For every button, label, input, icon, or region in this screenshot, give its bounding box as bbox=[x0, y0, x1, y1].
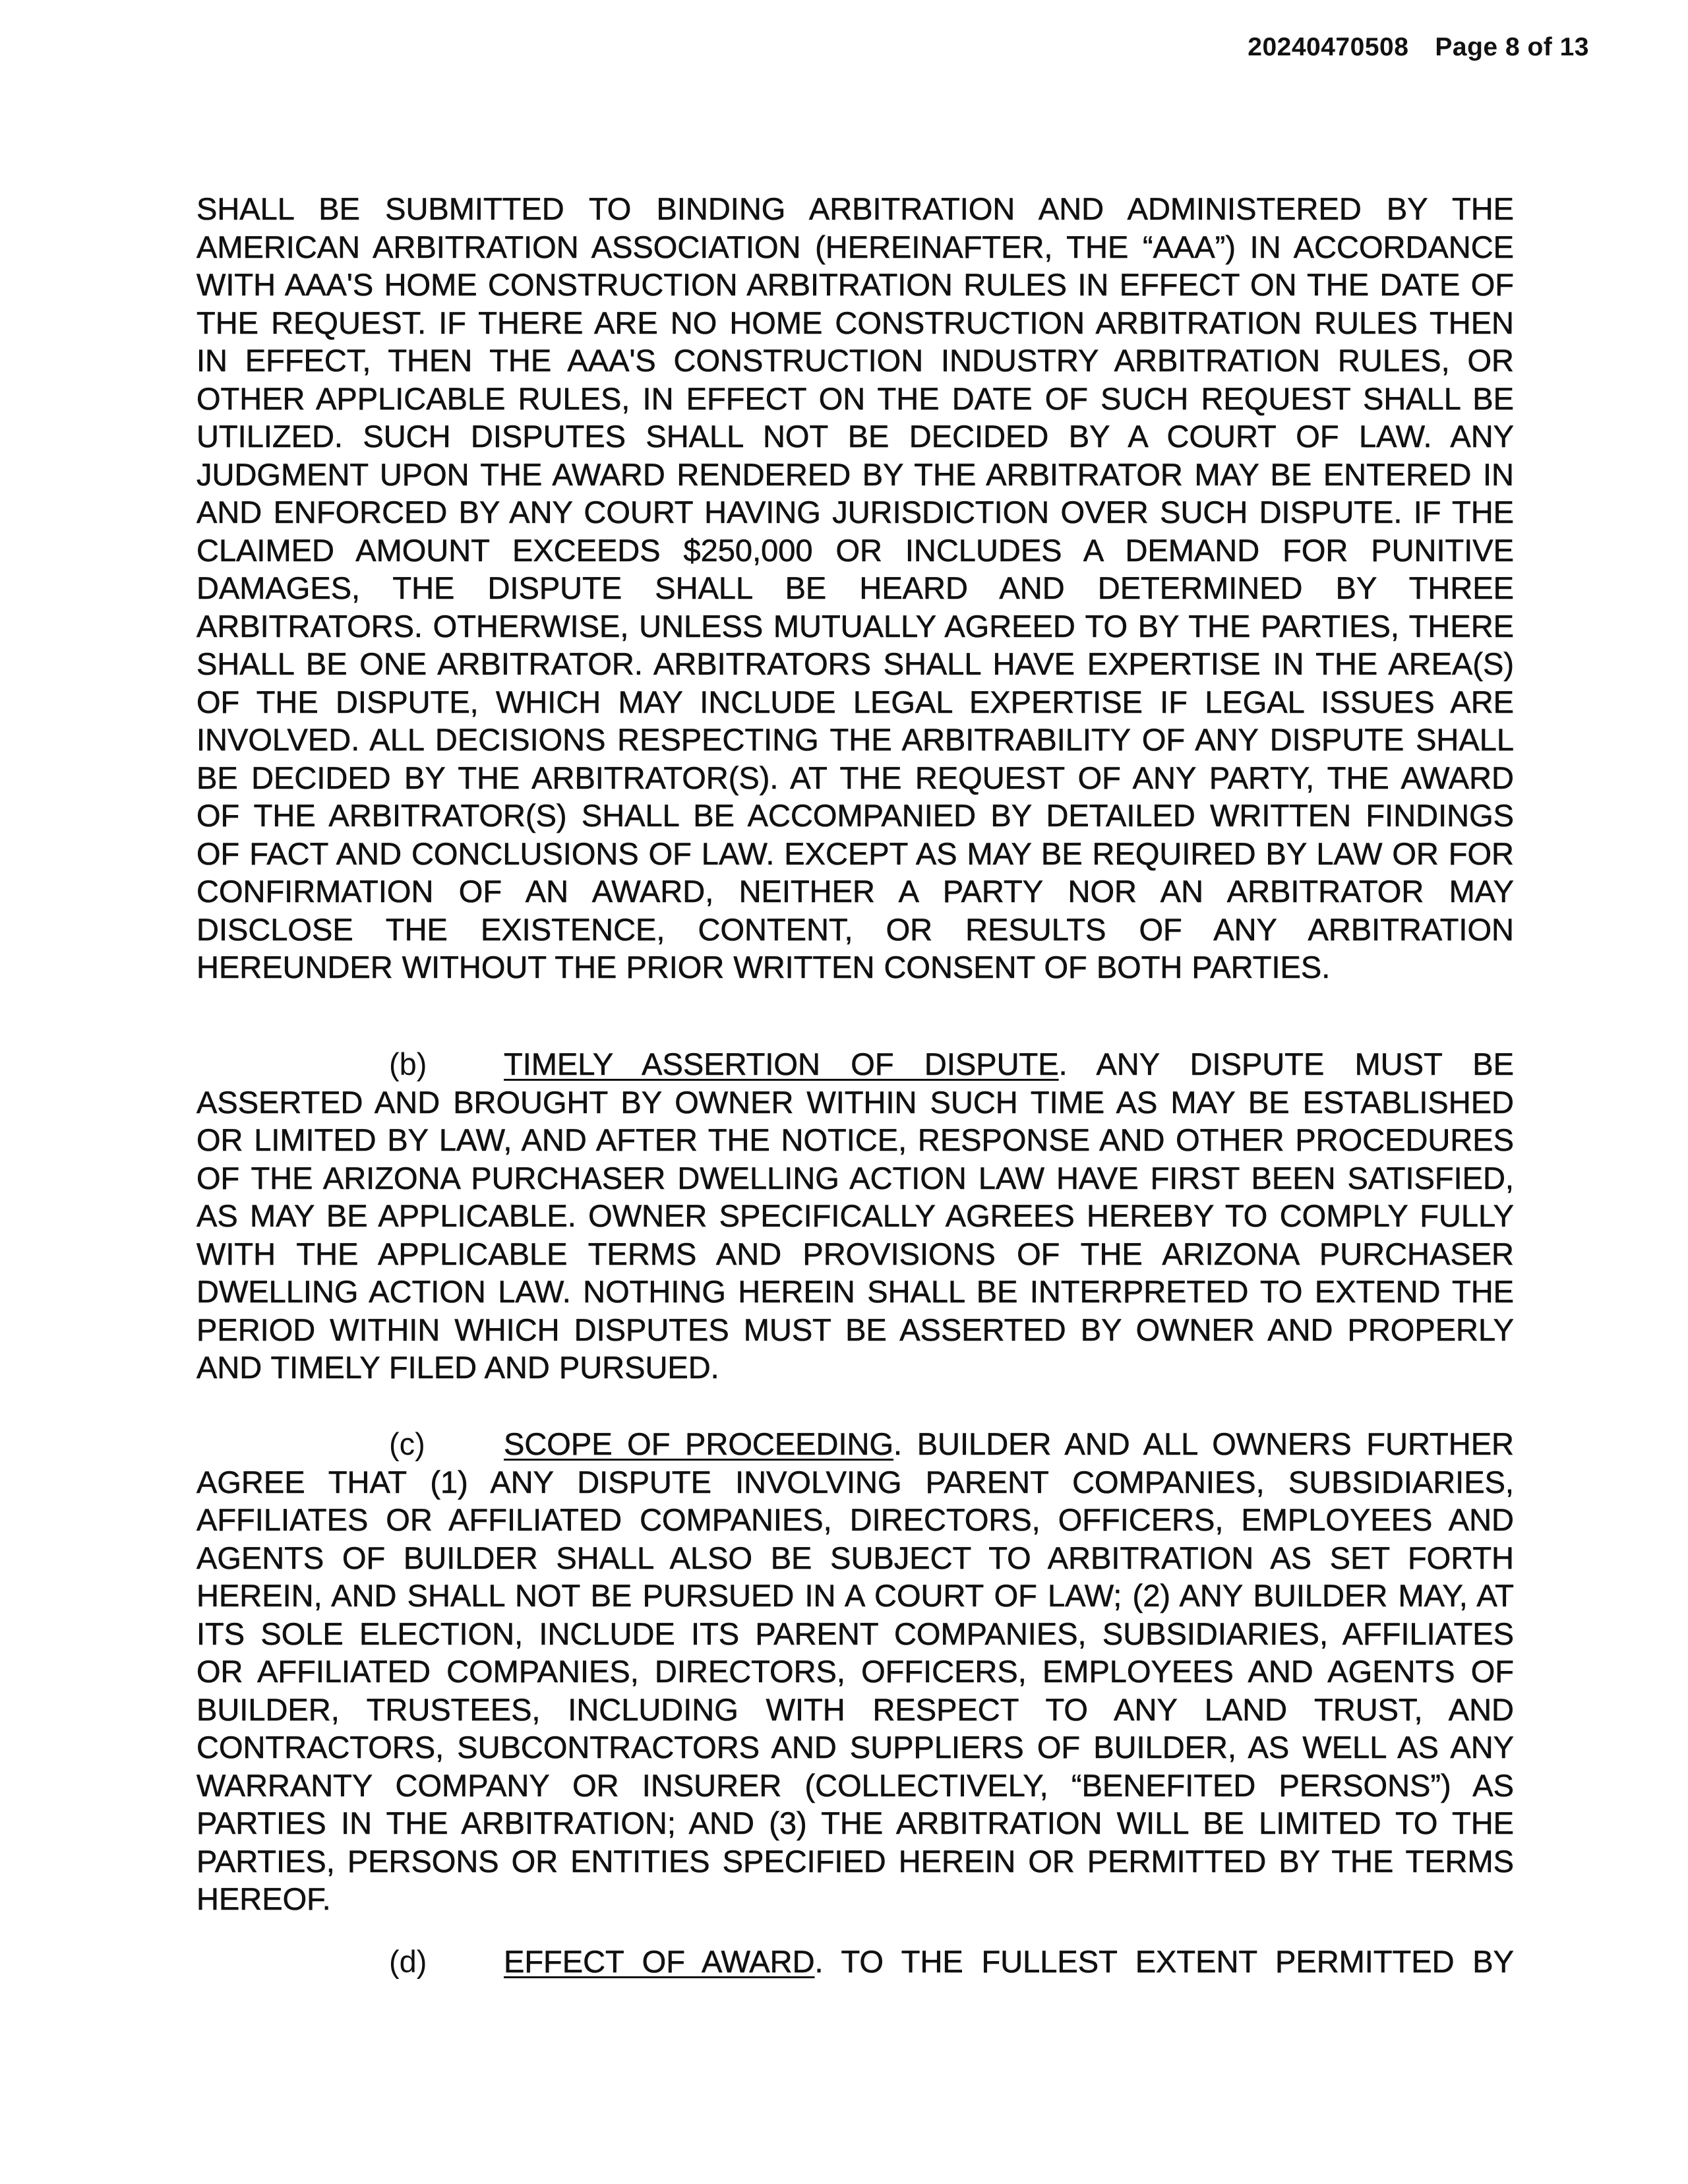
subsection-label: (c) bbox=[389, 1426, 425, 1461]
paragraph-b-timely-assertion bbox=[196, 1045, 1514, 1387]
subsection-heading: TIMELY ASSERTION OF DISPUTE bbox=[504, 1046, 1059, 1081]
paragraph-d-effect-of-award bbox=[196, 1943, 1514, 1981]
paragraph-text: . BUILDER AND ALL OWNERS FURTHER AGREE THAT (1) ANY DISPUTE INVOLVING PARENT COMPANIES, SUBSIDIARIES, AFFILIATES OR AFFILIATED COMPANIES, DIRECTORS, OFFICERS, EMPLOYEES AND AGENTS OF BUILDER SHALL ALSO BE SUBJECT TO ARBITRATION AS SET FORTH HEREIN, AND SHALL NOT BE PURSUED IN A COURT OF LAW; (2) ANY BUILDER MAY, AT ITS SOLE ELECTION, INCLUDE ITS PARENT COMPANIES, SUBSIDIARIES, AFFILIATES OR AFFILIATED COMPANIES, DIRECTORS, OFFICERS, EMPLOYEES AND AGENTS OF BUILDER, TRUSTEES, INCLUDING WITH RESPECT TO ANY LAND TRUST, AND CONTRACTORS, SUBCONTRACTORS AND SUPPLIERS OF BUILDER, AS WELL AS ANY WARRANTY COMPANY OR INSURER (COLLECTIVELY, “BENEFITED PERSONS”) AS PARTIES IN THE ARBITRATION; AND (3) THE ARBITRATION WILL BE LIMITED TO THE PARTIES, PERSONS OR ENTITIES SPECIFIED HEREIN OR PERMITTED BY THE TERMS HEREOF. bbox=[196, 1426, 1514, 1916]
paragraph-arbitration-continued bbox=[196, 190, 1514, 986]
paragraph-text: . TO THE FULLEST EXTENT PERMITTED BY bbox=[814, 1944, 1514, 1979]
paragraph-text: . ANY DISPUTE MUST BE ASSERTED AND BROUGHT BY OWNER WITHIN SUCH TIME AS MAY BE ESTABLISHED OR LIMITED BY LAW, AND AFTER THE NOTICE, RESPONSE AND OTHER PROCEDURES OF THE ARIZONA PURCHASER DWELLING ACTION LAW HAVE FIRST BEEN SATISFIED, AS MAY BE APPLICABLE. OWNER SPECIFICALLY AGREES HEREBY TO COMPLY FULLY WITH THE APPLICABLE TERMS AND PROVISIONS OF THE ARIZONA PURCHASER DWELLING ACTION LAW. NOTHING HEREIN SHALL BE INTERPRETED TO EXTEND THE PERIOD WITHIN WHICH DISPUTES MUST BE ASSERTED BY OWNER AND PROPERLY AND TIMELY FILED AND PURSUED. bbox=[196, 1046, 1515, 1385]
subsection-label: (d) bbox=[389, 1944, 427, 1979]
page-number: Page 8 of 13 bbox=[1435, 33, 1589, 61]
subsection-heading: SCOPE OF PROCEEDING bbox=[504, 1426, 894, 1461]
subsection-heading: EFFECT OF AWARD bbox=[504, 1944, 815, 1979]
page-header bbox=[1248, 33, 1589, 62]
paragraph-text: SHALL BE SUBMITTED TO BINDING ARBITRATION AND ADMINISTERED BY THE AMERICAN ARBITRATION ASSOCIATION (HEREINAFTER, THE “AAA”) IN ACCORDANCE WITH AAA'S HOME CONSTRUCTION ARBITRATION RULES IN EFFECT ON THE DATE OF THE REQUEST. IF THERE ARE NO HOME CONSTRUCTION ARBITRATION RULES THEN IN EFFECT, THEN THE AAA'S CONSTRUCTION INDUSTRY ARBITRATION RULES, OR OTHER APPLICABLE RULES, IN EFFECT ON THE DATE OF SUCH REQUEST SHALL BE UTILIZED. SUCH DISPUTES SHALL NOT BE DECIDED BY A COURT OF LAW. ANY JUDGMENT UPON THE AWARD RENDERED BY THE ARBITRATOR MAY BE ENTERED IN AND ENFORCED BY ANY COURT HAVING JURISDICTION OVER SUCH DISPUTE. IF THE CLAIMED AMOUNT EXCEEDS $250,000 OR INCLUDES A DEMAND FOR PUNITIVE DAMAGES, THE DISPUTE SHALL BE HEARD AND DETERMINED BY THREE ARBITRATORS. OTHERWISE, UNLESS MUTUALLY AGREED TO BY THE PARTIES, THERE SHALL BE ONE ARBITRATOR. ARBITRATORS SHALL HAVE EXPERTISE IN THE AREA(S) OF THE DISPUTE, WHICH MAY INCLUDE LEGAL EXPERTISE IF LEGAL ISSUES ARE INVOLVED. ALL DECISIONS RESPECTING THE ARBITRABILITY OF ANY DISPUTE SHALL BE DECIDED BY THE ARBITRATOR(S). AT THE REQUEST OF ANY PARTY, THE AWARD OF THE ARBITRATOR(S) SHALL BE ACCOMPANIED BY DETAILED WRITTEN FINDINGS OF FACT AND CONCLUSIONS OF LAW. EXCEPT AS MAY BE REQUIRED BY LAW OR FOR CONFIRMATION OF AN AWARD, NEITHER A PARTY NOR AN ARBITRATOR MAY DISCLOSE THE EXISTENCE, CONTENT, OR RESULTS OF ANY ARBITRATION HEREUNDER WITHOUT THE PRIOR WRITTEN CONSENT OF BOTH PARTIES. bbox=[196, 191, 1514, 985]
subsection-label: (b) bbox=[389, 1046, 427, 1081]
paragraph-c-scope-of-proceeding bbox=[196, 1425, 1514, 1918]
document-number: 20240470508 bbox=[1248, 33, 1409, 61]
